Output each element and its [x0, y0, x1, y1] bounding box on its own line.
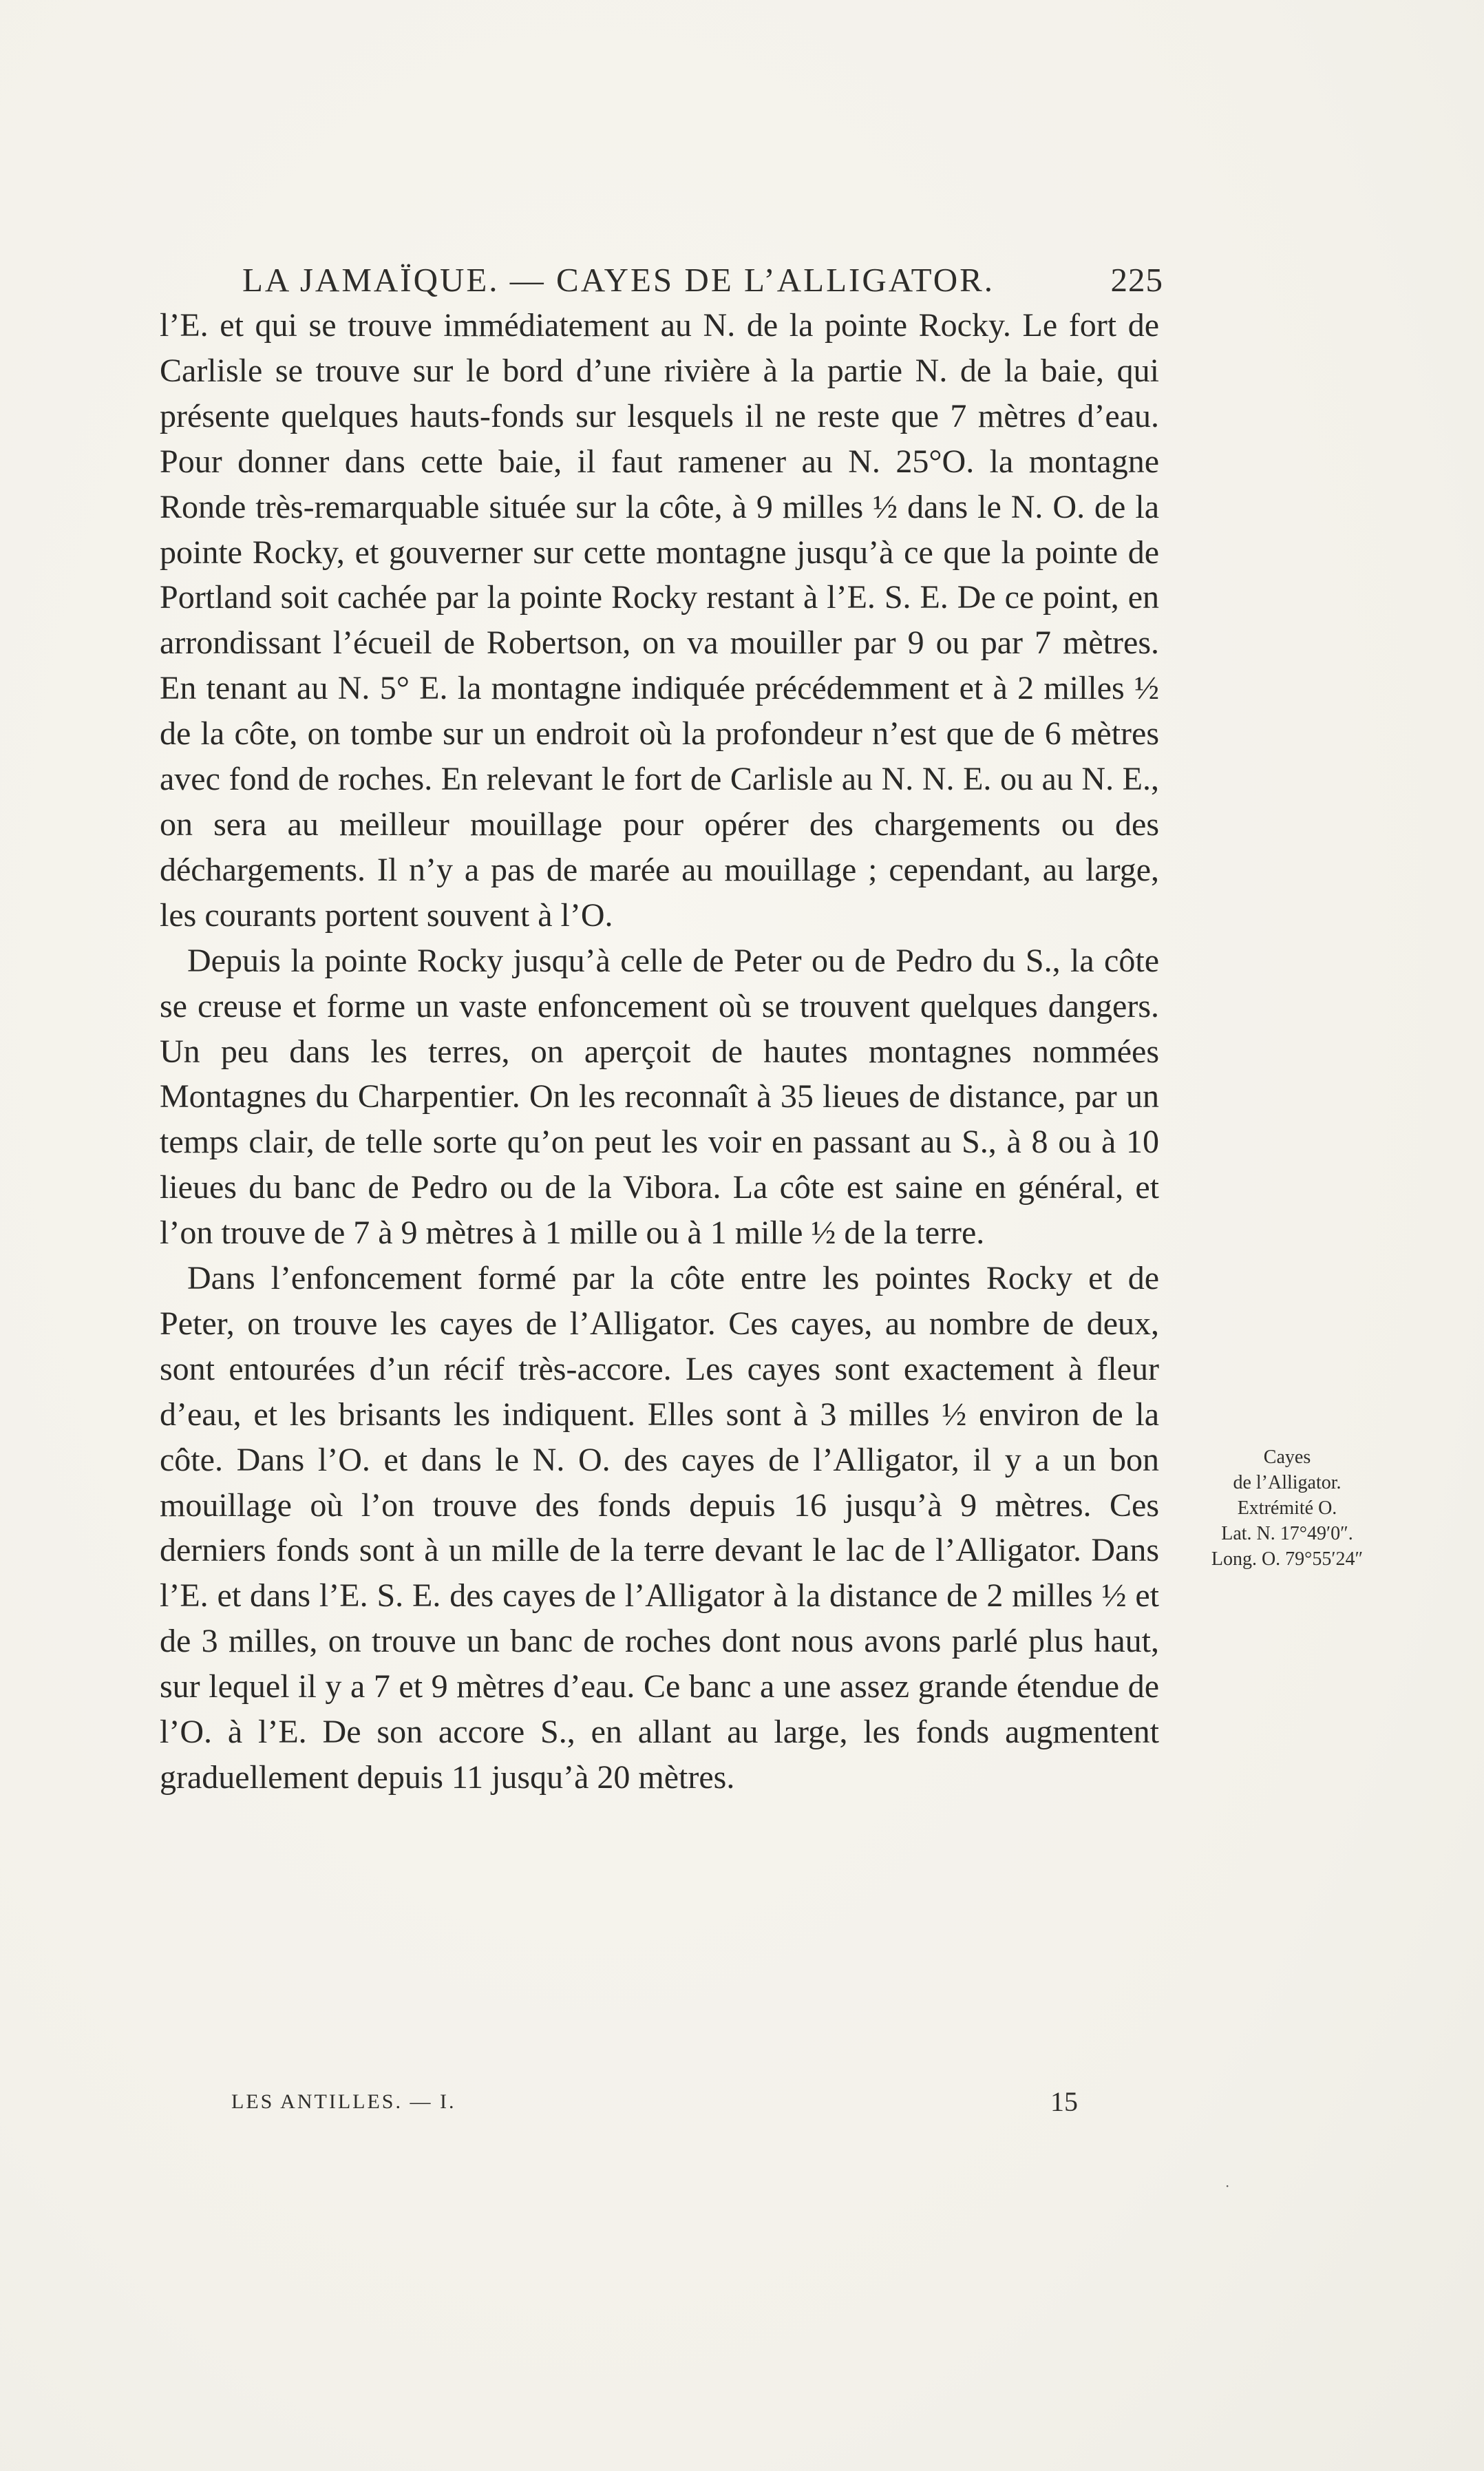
page-number: 225 [1110, 261, 1163, 299]
paragraph-2: Depuis la pointe Rocky jusqu’à celle de Peter ou de Pedro du S., la côte se creuse et forme un vaste enfoncement où se trouvent quelques dangers. Un peu dans les terres, on aperçoit de hautes montagnes nommées Montagnes du Charpentier. On les reconnaît à 35 lieues de distance, par un temps clair, de telle sorte qu’on peut les voir en passant au S., à 8 ou à 10 lieues du banc de Pedro ou de la Vibora. La côte est saine en général, et l’on trouve de 7 à 9 mètres à 1 mille ou à 1 mille ½ de la terre. [160, 942, 1159, 1252]
paper-speck: · [1225, 2178, 1230, 2194]
signature-mark: LES ANTILLES. — I. [231, 2090, 456, 2113]
body-text [160, 303, 1159, 1800]
margin-note-line: Cayes [1263, 1447, 1311, 1468]
sheet-number: 15 [1050, 2086, 1078, 2117]
margin-note-line: de l’Alligator. [1233, 1472, 1342, 1493]
margin-note [1184, 1444, 1390, 1572]
margin-note-line: Long. O. 79°55′24″ [1211, 1548, 1364, 1570]
running-head [227, 256, 1163, 304]
margin-note-line: Extrémité O. [1237, 1497, 1337, 1519]
margin-note-line: Lat. N. 17°49′0″. [1221, 1523, 1353, 1544]
page-footer [231, 2085, 1078, 2119]
paragraph-1: l’E. et qui se trouve immédiatement au N. de la pointe Rocky. Le fort de Carlisle se trouve sur le bord d’une rivière à la partie N. de la baie, qui présente quelques hauts-fonds sur lesquels il ne reste que 7 mètres d’eau. Pour donner dans cette baie, il faut ramener au N. 25°O. la montagne Ronde très-remarquable située sur la côte, à 9 milles ½ dans le N. O. de la pointe Rocky, et gouverner sur cette montagne jusqu’à ce que la pointe de Portland soit cachée par la pointe Rocky restant à l’E. S. E. De ce point, en arrondissant l’écueil de Robertson, on va mouiller par 9 ou par 7 mètres. En tenant au N. 5° E. la montagne indiquée précédemment et à 2 milles ½ de la côte, on tombe sur un endroit où la profondeur n’est que de 6 mètres avec fond de roches. En relevant le fort de Carlisle au N. N. E. ou au N. E., on sera au meilleur mouillage pour opérer des chargements ou des déchargements. Il n’y a pas de marée au mouillage ; cependant, au large, les courants portent souvent à l’O. [160, 307, 1159, 934]
running-title: LA JAMAÏQUE. — CAYES DE L’ALLIGATOR. [242, 261, 995, 299]
paragraph-3: Dans l’enfoncement formé par la côte entre les pointes Rocky et de Peter, on trouve les cayes de l’Alligator. Ces cayes, au nombre de deux, sont entourées d’un récif très-accore. Les cayes sont exactement à fleur d’eau, et les brisants les indiquent. Elles sont à 3 milles ½ environ de la côte. Dans l’O. et dans le N. O. des cayes de l’Alligator, il y a un bon mouillage où l’on trouve des fonds depuis 16 jusqu’à 9 mètres. Ces derniers fonds sont à un mille de la terre devant le lac de l’Alligator. Dans l’E. et dans l’E. S. E. des cayes de l’Alligator à la distance de 2 milles ½ et de 3 milles, on trouve un banc de roches dont nous avons parlé plus haut, sur lequel il y a 7 et 9 mètres d’eau. Ce banc a une assez grande étendue de l’O. à l’E. De son accore S., en allant au large, les fonds augmentent graduellement depuis 11 jusqu’à 20 mètres. [160, 1260, 1159, 1796]
